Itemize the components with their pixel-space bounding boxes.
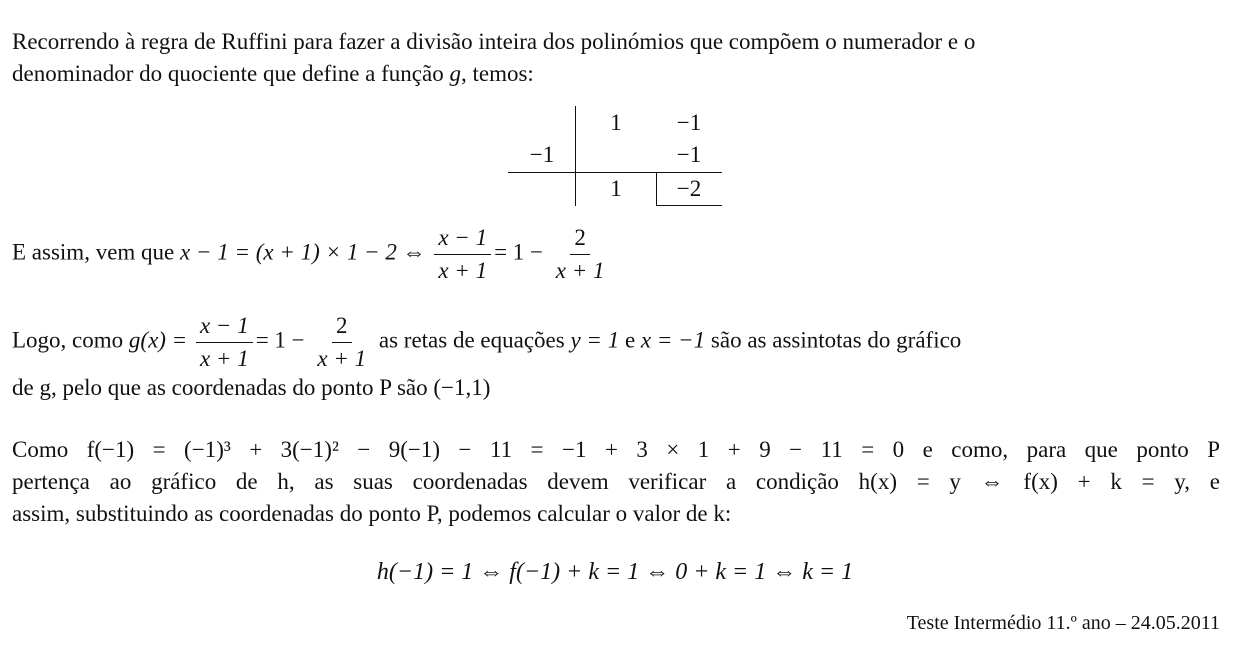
ruffini-vertical-line [575,106,576,206]
paragraph-3-line-1: Como f(−1) = (−1)³ + 3(−1)² − 9(−1) − 11 = −1 + 3 × 1 + 9 − 11 = 0 e como, para que ponto P [12,437,1220,462]
ruffini-remainder-box-left [656,172,657,206]
paragraph-2-line-1 [12,312,961,372]
fraction-numerator: 2 [332,312,352,343]
paragraph-1-text: E assim, vem que [12,239,180,265]
intro-line-2-text-b: , temos: [460,61,534,86]
ruffini-coef-2: −1 [676,110,702,135]
ruffini-divisor: −1 [529,142,555,167]
fraction-denominator: x + 1 [317,345,367,371]
asymptote-y: y = 1 [570,327,620,353]
fraction-denominator: x + 1 [199,345,249,371]
fraction-2-over-x-plus-1 [552,224,609,284]
ruffini-remainder-box-bottom [656,205,722,206]
paragraph-3-line-2: pertença ao gráfico de h, as suas coordenadas devem verificar a condição h(x) = y ⇔ f(x) + k = y, e [12,469,1220,494]
fraction-denominator: x + 1 [555,257,605,283]
fraction-x-minus-1-over-x-plus-1 [434,224,491,284]
final-equation: h(−1) = 1 ⇔ f(−1) + k = 1 ⇔ 0 + k = 1 ⇔ k = 1 [376,559,854,585]
paragraph-2-mid: = 1 − [255,327,305,353]
paragraph-2-text-b: as retas de equações [373,327,571,353]
ruffini-remainder: −2 [676,176,702,201]
paragraph-1 [12,224,612,284]
fraction-numerator: x − 1 [434,224,491,255]
fraction-denominator: x + 1 [438,257,488,283]
asymptote-x: x = −1 [640,327,706,353]
paragraph-1-equation: x − 1 = (x + 1) × 1 − 2 ⇔ [180,239,426,265]
paragraph-3-line-3: assim, substituindo as coordenadas do ponto P, podemos calcular o valor de k: [12,501,732,526]
intro-line-2-text-a: denominador do quociente que define a função [12,61,450,86]
fraction-2-over-x-plus-1 [313,312,370,372]
paragraph-2-text-a: Logo, como [12,327,129,353]
fraction-x-minus-1-over-x-plus-1 [196,312,253,372]
source-citation: Teste Intermédio 11.º ano – 24.05.2011 [906,612,1220,634]
ruffini-table [508,106,728,206]
fraction-numerator: 2 [570,224,590,255]
fraction-numerator: x − 1 [196,312,253,343]
g-of-x: g(x) = [128,327,188,353]
paragraph-2-line-2: de g, pelo que as coordenadas do ponto P são (−1,1) [12,375,491,400]
paragraph-1-mid: = 1 − [494,239,544,265]
ruffini-product: −1 [676,142,702,167]
ruffini-quotient: 1 [610,176,622,201]
ruffini-coef-1: 1 [610,110,622,135]
paragraph-2-text-c: e [619,327,641,353]
intro-line-2 [12,60,534,87]
function-g: g [449,61,461,86]
paragraph-2-text-d: são as assintotas do gráfico [705,327,962,353]
intro-line-1: Recorrendo à regra de Ruffini para fazer a divisão inteira dos polinómios que compõem o numerador e o [12,29,976,54]
ruffini-horizontal-line [508,172,722,173]
